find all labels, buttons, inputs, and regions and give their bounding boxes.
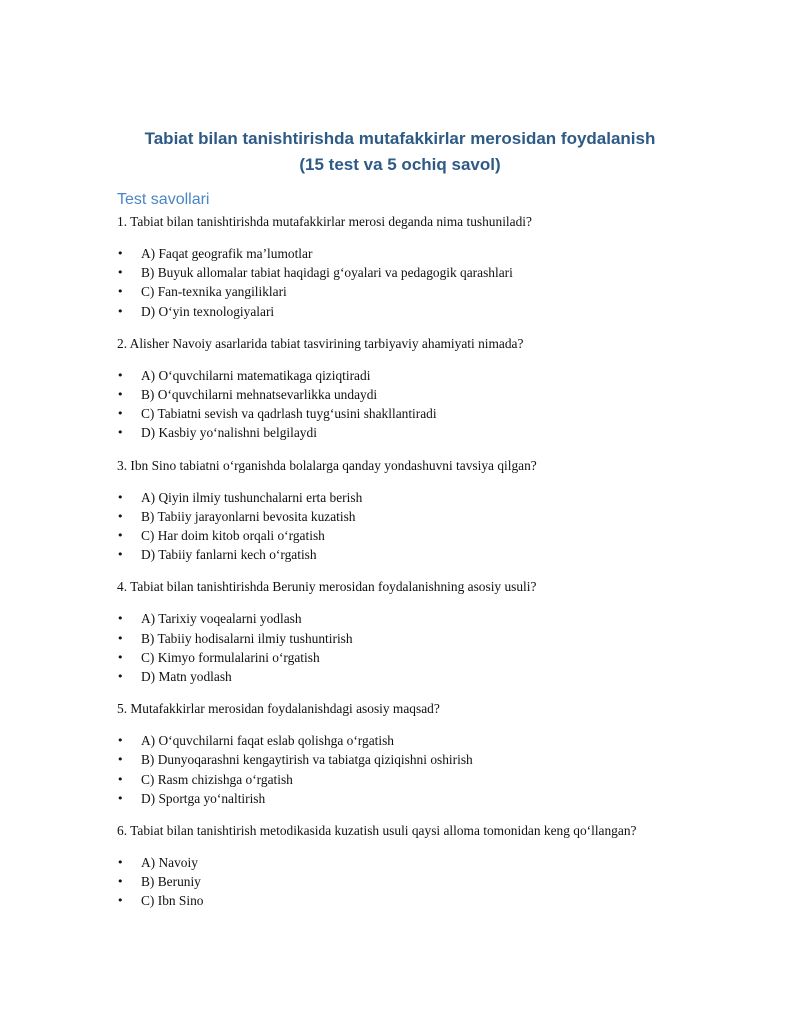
answer-option-label: C) Ibn Sino: [141, 893, 204, 909]
bullet-icon: •: [117, 856, 124, 870]
answer-options: [117, 853, 677, 911]
bullet-icon: •: [117, 875, 124, 889]
answer-options: [117, 366, 677, 443]
answer-option: [117, 629, 677, 648]
question-text: 6. Tabiat bilan tanishtirish metodikasida kuzatish usuli qaysi alloma tomonidan keng qo‘llangan?: [117, 823, 637, 839]
question-item: [117, 577, 677, 686]
bullet-icon: •: [117, 670, 124, 684]
answer-option: [117, 853, 677, 872]
bullet-icon: •: [117, 490, 124, 504]
answer-option: [117, 545, 677, 564]
answer-option-label: A) Qiyin ilmiy tushunchalarni erta berish: [141, 489, 363, 505]
answer-option: [117, 770, 677, 789]
answer-option: [117, 488, 677, 507]
answer-options: [117, 488, 677, 565]
answer-option-label: A) Navoiy: [141, 855, 198, 871]
answer-option: [117, 423, 677, 442]
answer-option-label: C) Tabiatni sevish va qadrlash tuyg‘usini shakllantiradi: [141, 406, 437, 422]
answer-option-label: A) O‘quvchilarni faqat eslab qolishga o‘rgatish: [141, 733, 394, 749]
bullet-icon: •: [117, 612, 124, 626]
question-item: [117, 334, 677, 443]
answer-option-label: C) Rasm chizishga o‘rgatish: [141, 771, 293, 787]
question-text: 5. Mutafakkirlar merosidan foydalanishdagi asosiy maqsad?: [117, 701, 440, 717]
bullet-icon: •: [117, 426, 124, 440]
question-item: [117, 821, 677, 911]
bullet-icon: •: [117, 631, 124, 645]
answer-option: [117, 609, 677, 628]
answer-option: [117, 507, 677, 526]
bullet-icon: •: [117, 266, 124, 280]
answer-option: [117, 667, 677, 686]
answer-option: [117, 302, 677, 321]
answer-option-label: B) Beruniy: [141, 874, 201, 890]
answer-options: [117, 244, 677, 321]
answer-option: [117, 750, 677, 769]
answer-options: [117, 609, 677, 686]
bullet-icon: •: [117, 304, 124, 318]
bullet-icon: •: [117, 753, 124, 767]
answer-option-label: C) Fan-texnika yangiliklari: [141, 284, 287, 300]
answer-option-label: B) Tabiiy hodisalarni ilmiy tushuntirish: [141, 630, 353, 646]
answer-option-label: D) O‘yin texnologiyalari: [141, 303, 275, 319]
answer-option-label: C) Har doim kitob orqali o‘rgatish: [141, 528, 325, 544]
answer-option: [117, 731, 677, 750]
question-text: 3. Ibn Sino tabiatni o‘rganishda bolalarga qanday yondashuvni tavsiya qilgan?: [117, 457, 537, 473]
answer-option: [117, 891, 677, 910]
answer-option-label: D) Matn yodlash: [141, 669, 232, 685]
question-item: [117, 456, 677, 565]
document-title: [0, 126, 800, 178]
bullet-icon: •: [117, 285, 124, 299]
answer-option-label: B) Buyuk allomalar tabiat haqidagi g‘oyalari va pedagogik qarashlari: [141, 265, 513, 281]
question-item: [117, 699, 677, 808]
bullet-icon: •: [117, 791, 124, 805]
answer-option-label: D) Tabiiy fanlarni kech o‘rgatish: [141, 547, 317, 563]
bullet-icon: •: [117, 772, 124, 786]
answer-option: [117, 282, 677, 301]
question-text: 4. Tabiat bilan tanishtirishda Beruniy merosidan foydalanishning asosiy usuli?: [117, 579, 537, 595]
answer-option: [117, 872, 677, 891]
question-text: 2. Alisher Navoiy asarlarida tabiat tasvirining tarbiyaviy ahamiyati nimada?: [117, 335, 524, 351]
bullet-icon: •: [117, 529, 124, 543]
answer-option-label: D) Sportga yo‘naltirish: [141, 790, 266, 806]
answer-option: [117, 385, 677, 404]
answer-option-label: A) Faqat geografik ma’lumotlar: [141, 246, 313, 261]
bullet-icon: •: [117, 894, 124, 908]
answer-option-label: B) Dunyoqarashni kengaytirish va tabiatga qiziqishni oshirish: [141, 752, 473, 768]
answer-option-label: D) Kasbiy yo‘nalishni belgilaydi: [141, 425, 317, 441]
bullet-icon: •: [117, 368, 124, 382]
bullet-icon: •: [117, 388, 124, 402]
answer-option: [117, 789, 677, 808]
answer-option-label: A) Tarixiy voqealarni yodlash: [141, 611, 302, 627]
question-text: 1. Tabiat bilan tanishtirishda mutafakkirlar merosi deganda nima tushuniladi?: [117, 214, 532, 229]
answer-option: [117, 244, 677, 263]
question-item: [117, 212, 677, 321]
bullet-icon: •: [117, 650, 124, 664]
title-line-2: (15 test va 5 ochiq savol): [299, 155, 501, 174]
bullet-icon: •: [117, 548, 124, 562]
question-list: [117, 212, 677, 924]
bullet-icon: •: [117, 509, 124, 523]
answer-option-label: B) O‘quvchilarni mehnatsevarlikka undaydi: [141, 387, 378, 403]
answer-option: [117, 366, 677, 385]
section-heading: Test savollari: [117, 191, 210, 208]
answer-option: [117, 648, 677, 667]
answer-option-label: C) Kimyo formulalarini o‘rgatish: [141, 649, 320, 665]
answer-options: [117, 731, 677, 808]
answer-option: [117, 263, 677, 282]
bullet-icon: •: [117, 734, 124, 748]
title-line-1: Tabiat bilan tanishtirishda mutafakkirlar merosidan foydalanish: [144, 129, 656, 148]
answer-option: [117, 404, 677, 423]
bullet-icon: •: [117, 247, 124, 260]
answer-option-label: A) O‘quvchilarni matematikaga qiziqtiradi: [141, 367, 371, 383]
bullet-icon: •: [117, 407, 124, 421]
answer-option: [117, 526, 677, 545]
answer-option-label: B) Tabiiy jarayonlarni bevosita kuzatish: [141, 508, 356, 524]
